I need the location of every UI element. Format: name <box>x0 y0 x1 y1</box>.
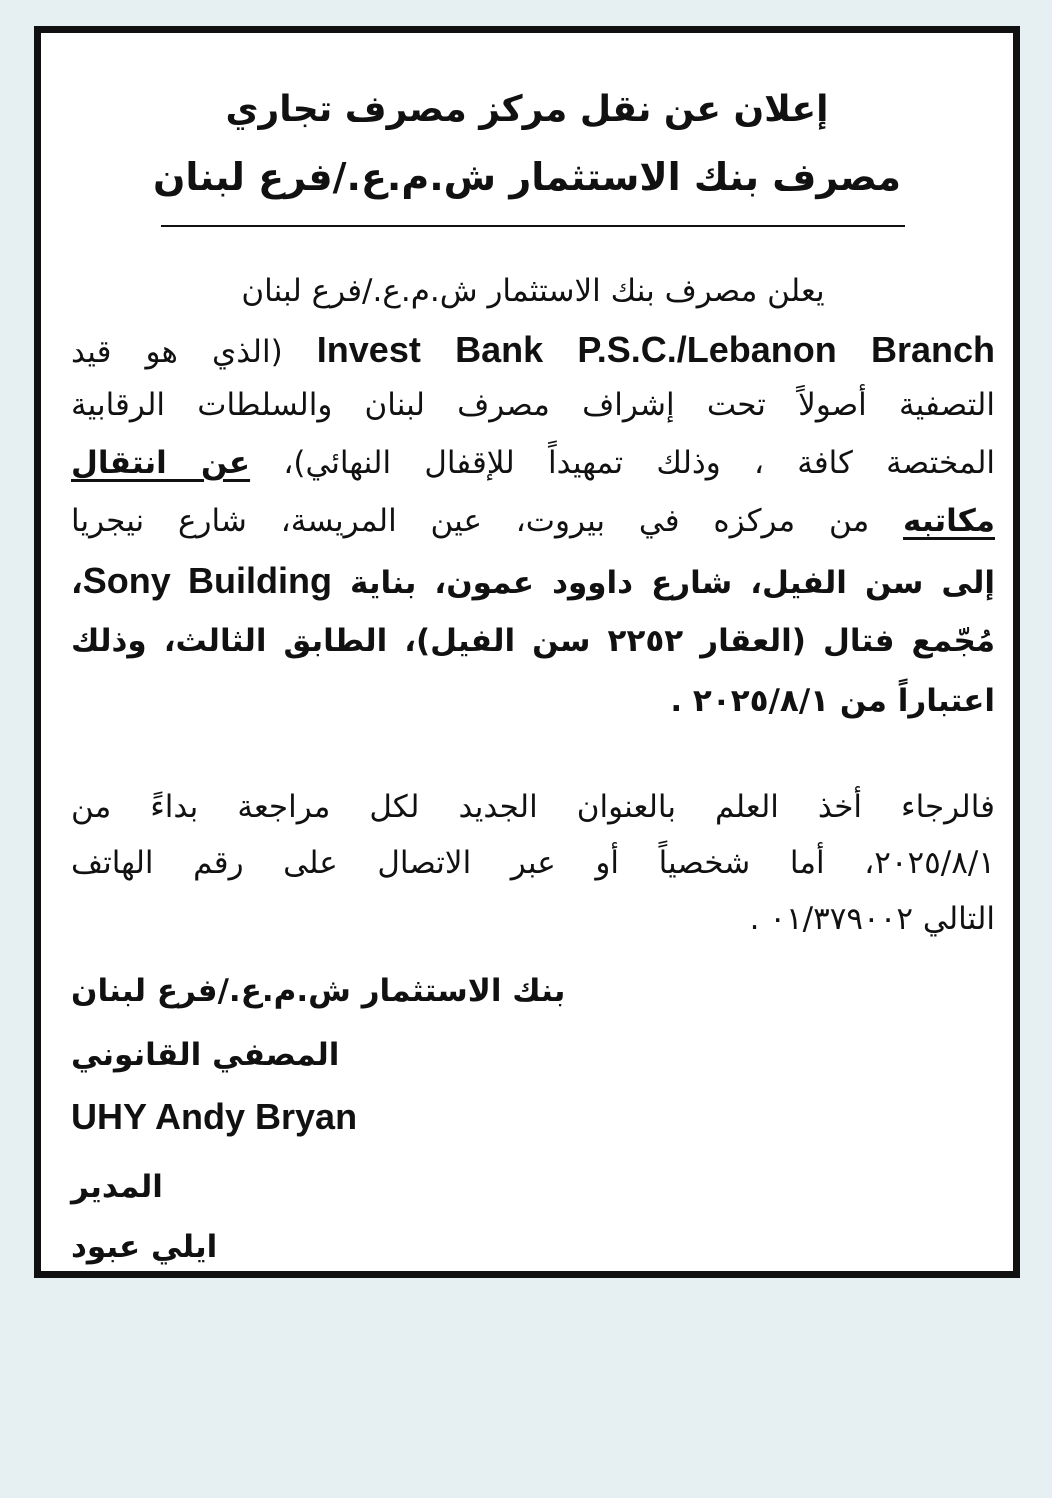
signature-role: المصفي القانوني <box>71 1037 340 1073</box>
body-line-4 <box>71 443 995 483</box>
comma: ، <box>71 565 83 601</box>
signature-firm: UHY Andy Bryan <box>71 1096 358 1137</box>
address-text: إلى سن الفيل، شارع داوود عمون، بناية <box>350 565 995 601</box>
body-text: التصفية أصولاً تحت إشراف مصرف لبنان والسلطات الرقابية <box>71 387 995 423</box>
body-line-3 <box>71 385 995 425</box>
body-text: فالرجاء أخذ العلم بالعنوان الجديد لكل مراجعة بداءً من <box>71 789 995 825</box>
building-name-latin: Sony Building <box>82 560 332 601</box>
signature-entity: بنك الاستثمار ش.م.ع./فرع لبنان <box>71 973 566 1009</box>
body-line-5 <box>71 501 995 541</box>
body-line-8 <box>71 681 995 721</box>
body-text: (الذي هو قيد <box>71 334 283 370</box>
body-line-2 <box>71 330 995 372</box>
address-text: مُجّمع فتال (العقار ٢٢٥٢ سن الفيل)، الطابق الثالث، وذلك <box>71 623 996 659</box>
signature-name: ايلي عبود <box>71 1229 218 1265</box>
effective-date-text: اعتباراً من ٢٠٢٥/٨/١ . <box>670 683 995 719</box>
body-line-6 <box>71 561 995 603</box>
body-text: من مركزه في بيروت، عين المريسة، شارع نيجريا <box>71 503 870 539</box>
bank-name-latin: Invest Bank P.S.C./Lebanon Branch <box>316 329 995 370</box>
body-line-1 <box>71 271 995 311</box>
para2-line-2 <box>71 843 995 883</box>
emphasis-text: عن انتقال <box>71 445 251 481</box>
notice-title: إعلان عن نقل مركز مصرف تجاري <box>225 89 829 130</box>
body-line-7 <box>71 621 995 661</box>
body-text: ٢٠٢٥/٨/١، أما شخصياً أو عبر الاتصال على رقم الهاتف <box>71 845 995 881</box>
phone-number-text: التالي ٠١/٣٧٩٠٠٢ . <box>749 901 995 937</box>
notice-subtitle: مصرف بنك الاستثمار ش.م.ع./فرع لبنان <box>152 155 902 199</box>
para2-line-3 <box>71 899 995 939</box>
signature-title: المدير <box>71 1169 163 1205</box>
body-text: المختصة كافة ، وذلك تمهيداً للإقفال النهائي)، <box>283 445 996 481</box>
para2-line-1 <box>71 787 995 827</box>
announcement-notice <box>34 26 1020 1278</box>
body-text: يعلن مصرف بنك الاستثمار ش.م.ع./فرع لبنان <box>241 273 825 309</box>
emphasis-text: مكاتبه <box>903 503 995 539</box>
title-divider <box>161 225 905 227</box>
